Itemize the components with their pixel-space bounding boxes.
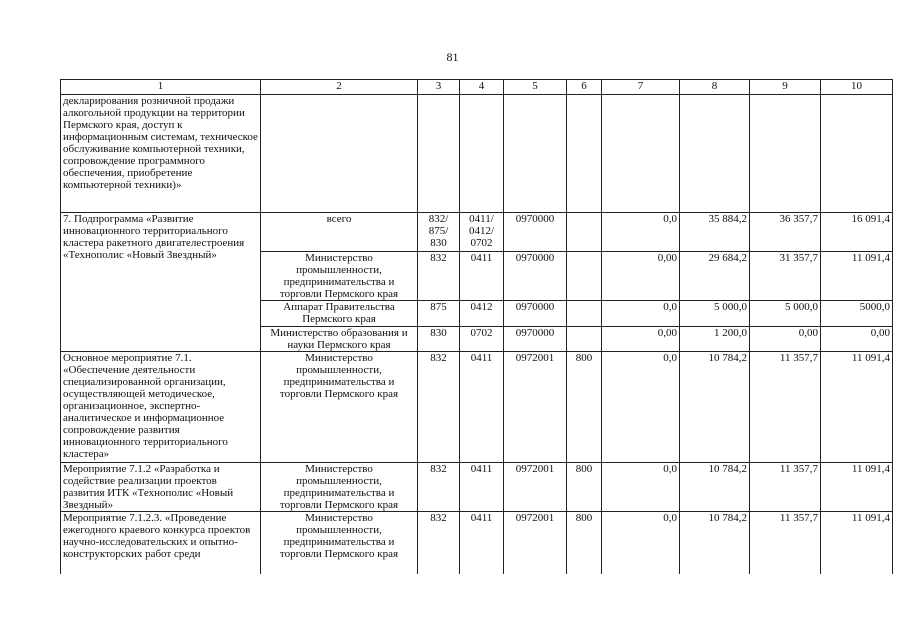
administrator-cell: Аппарат Правительства Пермского края	[261, 301, 418, 327]
expense-type-cell	[567, 95, 602, 213]
expense-type-cell	[567, 301, 602, 327]
budget-table	[60, 79, 893, 574]
administrator-cell: всего	[261, 213, 418, 252]
grbs-cell	[418, 95, 460, 213]
amount-col10: 11 091,4	[821, 463, 893, 512]
amount-col7	[602, 95, 680, 213]
grbs-cell: 832	[418, 352, 460, 463]
target-article-cell: 0970000	[504, 252, 567, 301]
amount-col9: 31 357,7	[750, 252, 821, 301]
column-header: 9	[750, 80, 821, 95]
administrator-cell: Министерство образования и науки Пермского края	[261, 327, 418, 352]
section-cell: 0412	[460, 301, 504, 327]
target-article-cell: 0972001	[504, 512, 567, 575]
section-cell: 0411	[460, 463, 504, 512]
target-article-cell: 0970000	[504, 327, 567, 352]
table-row	[61, 213, 893, 252]
amount-col10: 11 091,4	[821, 352, 893, 463]
grbs-cell: 830	[418, 327, 460, 352]
section-cell: 0411	[460, 252, 504, 301]
expense-type-cell	[567, 213, 602, 252]
amount-col7: 0,0	[602, 213, 680, 252]
amount-col10: 5000,0	[821, 301, 893, 327]
column-header: 2	[261, 80, 418, 95]
amount-col10: 11 091,4	[821, 252, 893, 301]
administrator-cell	[261, 95, 418, 213]
activity-name: Мероприятие 7.1.2 «Разработка и содействие реализации проектов развития ИТК «Технополис «Новый Звездный»	[61, 463, 261, 512]
amount-col8: 1 200,0	[680, 327, 750, 352]
expense-type-cell	[567, 252, 602, 301]
amount-col7: 0,0	[602, 512, 680, 575]
section-cell: 0702	[460, 327, 504, 352]
activity-name: Мероприятие 7.1.2.3. «Проведение ежегодного краевого конкурса проектов научно-исследовательских и опытно-конструкторских работ среди	[61, 512, 261, 575]
amount-col10: 0,00	[821, 327, 893, 352]
amount-col9	[750, 95, 821, 213]
target-article-cell: 0972001	[504, 463, 567, 512]
amount-col7: 0,00	[602, 327, 680, 352]
administrator-cell: Министерство промышленности, предпринимательства и торговли Пермского края	[261, 352, 418, 463]
amount-col8: 10 784,2	[680, 512, 750, 575]
target-article-cell: 0970000	[504, 213, 567, 252]
column-header: 7	[602, 80, 680, 95]
amount-col9: 0,00	[750, 327, 821, 352]
amount-col7: 0,0	[602, 301, 680, 327]
column-header: 4	[460, 80, 504, 95]
amount-col9: 5 000,0	[750, 301, 821, 327]
amount-col9: 36 357,7	[750, 213, 821, 252]
page-number: 81	[446, 50, 459, 64]
grbs-cell: 832	[418, 252, 460, 301]
column-number-row	[61, 80, 893, 95]
column-header: 8	[680, 80, 750, 95]
amount-col7: 0,00	[602, 252, 680, 301]
column-header: 1	[61, 80, 261, 95]
target-article-cell: 0970000	[504, 301, 567, 327]
target-article-cell	[504, 95, 567, 213]
amount-col8: 10 784,2	[680, 463, 750, 512]
activity-name: 7. Подпрограмма «Развитие инновационного территориального кластера ракетного двигателестроения «Технополис «Новый Звездный»	[61, 213, 261, 352]
expense-type-cell	[567, 327, 602, 352]
grbs-cell: 832	[418, 512, 460, 575]
amount-col8: 10 784,2	[680, 352, 750, 463]
table-row	[61, 512, 893, 575]
amount-col9: 11 357,7	[750, 512, 821, 575]
grbs-cell: 875	[418, 301, 460, 327]
column-header: 3	[418, 80, 460, 95]
section-cell: 0411	[460, 512, 504, 575]
amount-col9: 11 357,7	[750, 352, 821, 463]
target-article-cell: 0972001	[504, 352, 567, 463]
amount-col8	[680, 95, 750, 213]
amount-col8: 5 000,0	[680, 301, 750, 327]
expense-type-cell: 800	[567, 463, 602, 512]
amount-col8: 35 884,2	[680, 213, 750, 252]
amount-col10: 11 091,4	[821, 512, 893, 575]
amount-col10: 16 091,4	[821, 213, 893, 252]
section-cell: 0411/ 0412/ 0702	[460, 213, 504, 252]
amount-col10	[821, 95, 893, 213]
expense-type-cell: 800	[567, 512, 602, 575]
amount-col7: 0,0	[602, 352, 680, 463]
column-header: 6	[567, 80, 602, 95]
column-header: 10	[821, 80, 893, 95]
grbs-cell: 832/ 875/ 830	[418, 213, 460, 252]
amount-col8: 29 684,2	[680, 252, 750, 301]
table-row	[61, 463, 893, 512]
table-row	[61, 95, 893, 213]
section-cell	[460, 95, 504, 213]
activity-name: декларирования розничной продажи алкогольной продукции на территории Пермского края, доступ к информационным системам, техническое обслуживание компьютерной техники, сопровождение программного обеспечения, приобретение компьютерной техники)»	[61, 95, 261, 213]
grbs-cell: 832	[418, 463, 460, 512]
column-header: 5	[504, 80, 567, 95]
amount-col7: 0,0	[602, 463, 680, 512]
activity-name: Основное мероприятие 7.1. «Обеспечение деятельности специализированной организации, осуществляющей методическое, организационное, экспертно-аналитическое и информационное сопровождение развития инновационного территориального кластера»	[61, 352, 261, 463]
table-row	[61, 352, 893, 463]
administrator-cell: Министерство промышленности, предпринимательства и торговли Пермского края	[261, 252, 418, 301]
expense-type-cell: 800	[567, 352, 602, 463]
section-cell: 0411	[460, 352, 504, 463]
administrator-cell: Министерство промышленности, предпринимательства и торговли Пермского края	[261, 512, 418, 575]
amount-col9: 11 357,7	[750, 463, 821, 512]
administrator-cell: Министерство промышленности, предпринимательства и торговли Пермского края	[261, 463, 418, 512]
